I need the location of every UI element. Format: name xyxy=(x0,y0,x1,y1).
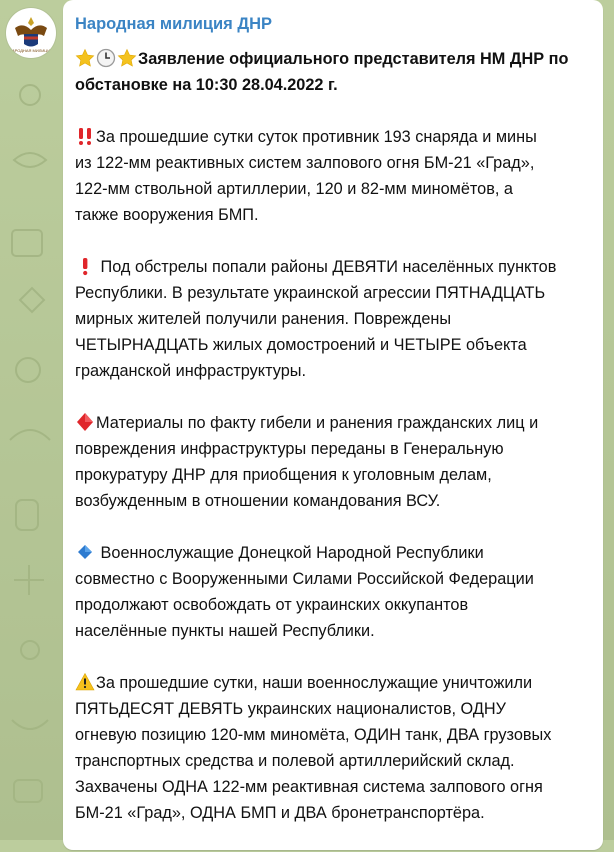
text-line: повреждения инфраструктуры переданы в Генеральную xyxy=(75,440,504,458)
text-line: Материалы по факту гибели и ранения гражданских лиц и xyxy=(96,414,539,432)
message-paragraph xyxy=(75,124,591,228)
heading-first-line xyxy=(75,46,591,72)
blue-diamond-icon xyxy=(75,542,95,562)
text-line: транспортных средства и полевой артиллерийский склад. xyxy=(75,752,515,770)
statement-heading xyxy=(75,46,591,98)
message-paragraph xyxy=(75,540,591,644)
text-line: прокуратуру ДНР для приобщения к уголовным делам, xyxy=(75,466,492,484)
text-line: населённые пункты нашей Республики. xyxy=(75,622,375,640)
paragraph-first-line xyxy=(75,540,591,566)
text-line: продолжают освобождать от украинских оккупантов xyxy=(75,596,469,614)
red-diamond-icon xyxy=(75,412,95,432)
paragraph-first-line xyxy=(75,670,591,696)
text-line: огневую позицию 120-мм миномёта, ОДИН танк, ДВА грузовых xyxy=(75,726,552,744)
text-line: Заявление официального представителя НМ ДНР по xyxy=(138,50,569,68)
channel-name[interactable]: Народная милиция ДНР xyxy=(75,15,273,33)
double-exclamation-icon xyxy=(75,126,95,146)
text-line: ПЯТЬДЕСЯТ ДЕВЯТЬ украинских националистов, ОДНУ xyxy=(75,700,506,718)
text-line: мирных жителей получили ранения. Повреждены xyxy=(75,310,452,328)
exclamation-icon xyxy=(75,256,95,276)
svg-text:НАРОДНАЯ МИЛИЦИЯ: НАРОДНАЯ МИЛИЦИЯ xyxy=(9,48,53,53)
paragraph-first-line xyxy=(75,254,591,280)
text-line: Военнослужащие Донецкой Народной Республики xyxy=(96,544,484,562)
text-line: ЧЕТЫРНАДЦАТЬ жилых домостроений и ЧЕТЫРЕ объекта xyxy=(75,336,527,354)
message-paragraph xyxy=(75,670,591,826)
dnr-militia-emblem-icon xyxy=(6,8,56,58)
text-line: из 122-мм реактивных систем залпового огня БМ-21 «Град», xyxy=(75,154,535,172)
text-line: За прошедшие сутки, наши военнослужащие уничтожили xyxy=(96,674,533,692)
warning-icon xyxy=(75,672,95,692)
text-line: обстановке на 10:30 28.04.2022 г. xyxy=(75,76,338,94)
text-line: 122-мм ствольной артиллерии, 120 и 82-мм миномётов, а xyxy=(75,180,513,198)
text-line: также вооружения БМП. xyxy=(75,206,259,224)
clock-icon xyxy=(96,48,116,68)
text-line: Захвачены ОДНА 122-мм реактивная система залпового огня xyxy=(75,778,543,796)
star-icon xyxy=(117,48,137,68)
text-line: За прошедшие сутки суток противник 193 снаряда и мины xyxy=(96,128,537,146)
message-paragraph xyxy=(75,410,591,514)
paragraph-first-line xyxy=(75,124,591,150)
channel-avatar[interactable] xyxy=(6,8,56,58)
paragraph-first-line xyxy=(75,410,591,436)
text-line: БМ-21 «Град», ОДНА БМП и ДВА бронетранспортёра. xyxy=(75,804,485,822)
text-line: Под обстрелы попали районы ДЕВЯТИ населённых пунктов xyxy=(96,258,557,276)
text-line: Республики. В результате украинской агрессии ПЯТНАДЦАТЬ xyxy=(75,284,546,302)
text-line: совместно с Вооруженными Силами Российской Федерации xyxy=(75,570,534,588)
message-text xyxy=(75,46,591,852)
text-line: гражданской инфраструктуры. xyxy=(75,362,306,380)
text-line: возбужденным в отношении командования ВСУ. xyxy=(75,492,441,510)
star-icon xyxy=(75,48,95,68)
message-paragraph xyxy=(75,254,591,384)
